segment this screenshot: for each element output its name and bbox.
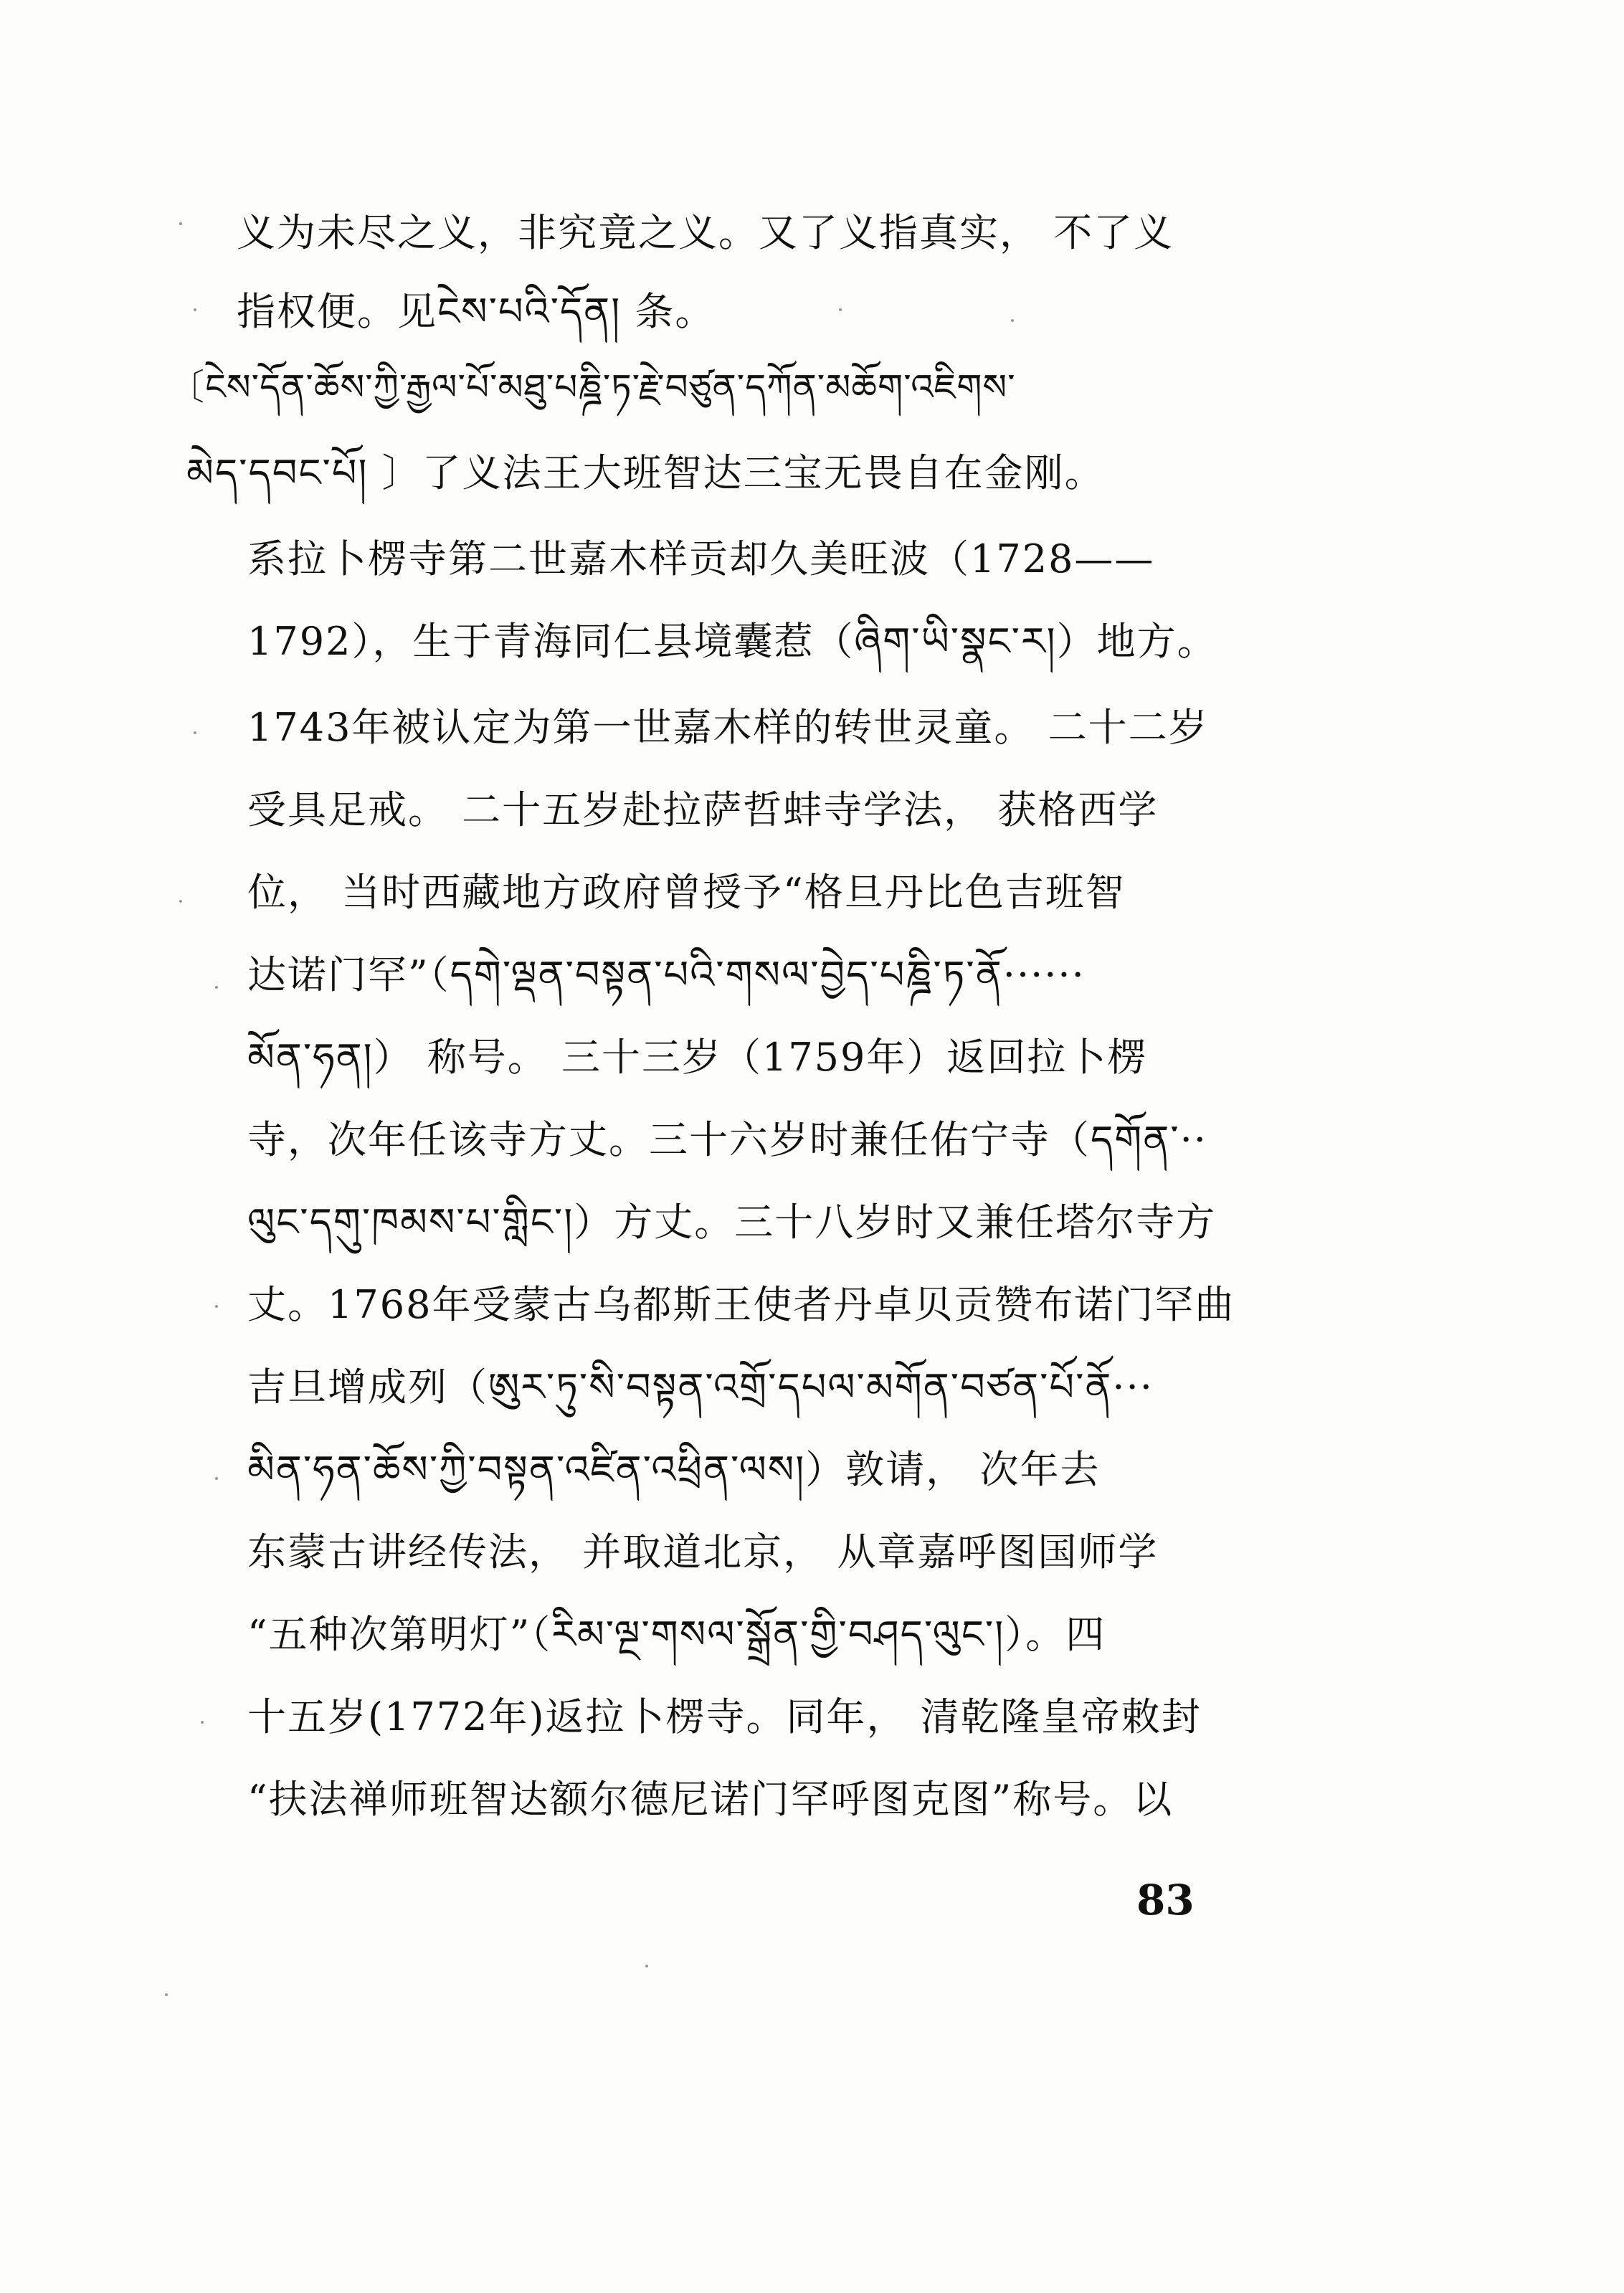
scan-speck xyxy=(1011,319,1014,322)
scan-speck xyxy=(194,731,196,734)
text-line-17: 东蒙古讲经传法， 并取道北京， 从章嘉呼图国师学 xyxy=(247,1529,1159,1575)
text-line-11: མོན་ཧན།） 称号。 三十三岁（1759年）返回拉卜楞 xyxy=(247,1035,1148,1080)
scan-speck xyxy=(179,900,182,903)
text-line-4: མེད་དབང་པོ། 〕了义法王大班智达三宝无畏自在金刚。 xyxy=(186,450,1105,495)
scan-speck xyxy=(839,308,842,311)
text-line-8: 受具足戒。 二十五岁赴拉萨哲蚌寺学法， 获格西学 xyxy=(247,787,1159,832)
text-line-6: 1792），生于青海同仁县境囊惹（ཞིག་ཡི་སྣང་ར།）地方。 xyxy=(247,619,1217,664)
scan-speck xyxy=(645,1965,648,1967)
scan-speck xyxy=(179,222,182,225)
text-line-5: 系拉卜楞寺第二世嘉木样贡却久美旺波（1728—— xyxy=(247,536,1155,581)
text-line-19: 十五岁(1772年)返拉卜楞寺。同年， 清乾隆皇帝敕封 xyxy=(247,1694,1202,1739)
text-line-9: 位， 当时西藏地方政府曾授予“格旦丹比色吉班智 xyxy=(247,870,1126,915)
page-number: 83 xyxy=(1136,1876,1195,1924)
text-line-15: 吉旦增成列（ཨུར་ཏུ་སི་བསྟན་འགྲོ་དཔལ་མགོན་བཙན་པོ་ནོ··· xyxy=(247,1364,1154,1410)
text-line-10: 达诺门罕”（དགེ་ལྡན་བསྟན་པའི་གསལ་བྱེད་པཎྜི་ཏ་ནོ······ xyxy=(247,952,1086,997)
text-line-14: 丈。1768年受蒙古乌都斯王使者丹卓贝贡赞布诺门罕曲 xyxy=(247,1282,1235,1327)
text-line-1: 义为未尽之义，非究竟之义。又了义指真实， 不了义 xyxy=(237,210,1174,255)
scan-speck xyxy=(194,308,196,311)
text-line-20: “扶法禅师班智达额尔德尼诺门罕呼图克图”称号。以 xyxy=(247,1777,1174,1822)
text-line-3: 〔ངེས་དོན་ཆོས་ཀྱི་རྒྱལ་པོ་མཐུ་པཎྜི་ཏ་རྗེ་བཙུན་དཀོན་མཆོག་འཇིགས་ xyxy=(168,366,1016,408)
text-line-18: “五种次第明灯”（རིམ་ལྔ་གསལ་སྒྲོན་གྱི་བཤད་ལུང་།）。四 xyxy=(247,1612,1106,1657)
text-line-12: 寺，次年任该寺方丈。三十六岁时兼任佑宁寺（དགོན་·· xyxy=(247,1117,1207,1162)
text-line-16: མིན་ཧན་ཆོས་ཀྱི་བསྟན་འཛིན་འཕྲིན་ལས།）敦请， 次年去 xyxy=(247,1447,1101,1492)
text-line-2: 指权便。见ངེས་པའི་དོན། 条。 xyxy=(237,289,716,334)
scan-speck xyxy=(215,1305,218,1308)
text-line-7: 1743年被认定为第一世嘉木样的转世灵童。 二十二岁 xyxy=(247,705,1209,750)
text-line-13: ལུང་དགུ་ཁམས་པ་གླིང་།）方丈。三十八岁时又兼任塔尔寺方 xyxy=(247,1200,1217,1245)
scan-speck xyxy=(165,1993,168,1996)
scan-speck xyxy=(201,1721,204,1724)
scan-speck xyxy=(215,986,218,989)
scan-speck xyxy=(215,1477,218,1480)
